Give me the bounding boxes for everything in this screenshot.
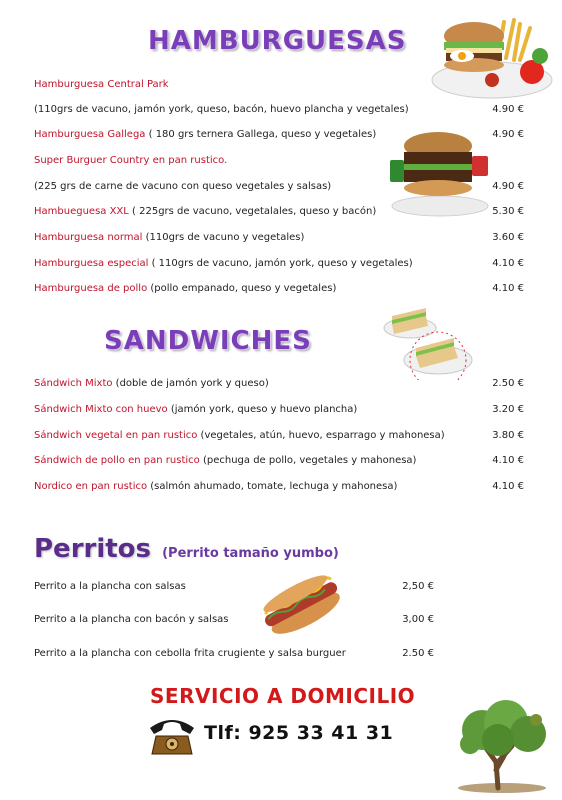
- item-price: 4.90 €: [492, 104, 524, 115]
- menu-item: [34, 78, 524, 91]
- item-price: 2,50 €: [402, 581, 434, 592]
- item-price: 4.10 €: [492, 455, 524, 466]
- item-price: 3,00 €: [402, 614, 434, 625]
- menu-item: [34, 282, 524, 295]
- item-desc: (pollo empanado, queso y vegetales): [147, 283, 337, 294]
- item-name: Hamburguesa especial: [34, 258, 149, 269]
- phone-number: Tlf: 925 33 41 31: [204, 722, 394, 744]
- hamburguesas-title: HAMBURGUESAS: [148, 26, 407, 56]
- item-desc: ( 225grs de vacuno, vegetalales, queso y bacón): [128, 206, 377, 217]
- menu-item: [34, 377, 524, 390]
- item-desc: (110grs de vacuno, jamón york, queso, bacón, huevo plancha y vegetales): [34, 104, 409, 115]
- item-price: 3.20 €: [492, 404, 524, 415]
- telephone-icon: [146, 714, 198, 758]
- item-name: Perrito a la plancha con salsas: [34, 581, 186, 592]
- menu-item: [34, 128, 524, 141]
- item-price: 4.10 €: [492, 283, 524, 294]
- item-name: Hambueguesa XXL: [34, 206, 129, 217]
- item-name: Sándwich Mixto con huevo: [34, 404, 168, 415]
- menu-item: [34, 231, 524, 244]
- item-desc: (salmón ahumado, tomate, lechuga y mahonesa): [147, 481, 398, 492]
- menu-item: [34, 257, 524, 270]
- item-name: Sándwich Mixto: [34, 378, 113, 389]
- item-price: 2.50 €: [492, 378, 524, 389]
- item-price: 2.50 €: [402, 648, 434, 659]
- item-name: Hamburguesa Gallega: [34, 129, 146, 140]
- item-name: Sándwich de pollo en pan rustico: [34, 455, 200, 466]
- sandwiches-title: SANDWICHES: [104, 326, 312, 356]
- item-name: Hamburguesa Central Park: [34, 79, 169, 90]
- item-desc: (pechuga de pollo, vegetales y mahonesa): [199, 455, 417, 466]
- menu-item: [34, 647, 434, 660]
- servicio-domicilio: SERVICIO A DOMICILIO: [150, 684, 416, 708]
- item-desc: (110grs de vacuno y vegetales): [142, 232, 305, 243]
- item-price: 3.80 €: [492, 430, 524, 441]
- perritos-title: Perritos: [34, 534, 152, 564]
- menu-item: [34, 403, 524, 416]
- perritos-subtitle: (Perrito tamaño yumbo): [162, 546, 339, 561]
- menu-item: [34, 580, 434, 593]
- menu-item: [34, 180, 524, 193]
- item-desc: (vegetales, atún, huevo, esparrago y mahonesa): [197, 430, 445, 441]
- menu-item: [34, 154, 524, 167]
- menu-item: [34, 429, 524, 442]
- hotdog-icon: [260, 566, 344, 644]
- sandwich-icon: [382, 302, 474, 380]
- menu-item: [34, 454, 524, 467]
- item-name: Perrito a la plancha con cebolla frita crugiente y salsa burguer: [34, 648, 346, 659]
- item-desc: (jamón york, queso y huevo plancha): [167, 404, 358, 415]
- item-price: 4.10 €: [492, 481, 524, 492]
- item-name: Hamburguesa de pollo: [34, 283, 148, 294]
- item-name: Hamburguesa normal: [34, 232, 143, 243]
- perritos-heading: [34, 534, 339, 564]
- menu-item: [34, 613, 434, 626]
- item-price: 4.90 €: [492, 129, 524, 140]
- item-name: Perrito a la plancha con bacón y salsas: [34, 614, 229, 625]
- menu-item: [34, 205, 524, 218]
- item-desc: (doble de jamón york y queso): [112, 378, 269, 389]
- menu-item: [34, 103, 524, 116]
- item-desc: (225 grs de carne de vacuno con queso vegetales y salsas): [34, 181, 332, 192]
- item-desc: ( 180 grs ternera Gallega, queso y vegetales): [145, 129, 377, 140]
- item-price: 4.90 €: [492, 181, 524, 192]
- item-price: 3.60 €: [492, 232, 524, 243]
- menu-item: [34, 480, 524, 493]
- item-price: 5.30 €: [492, 206, 524, 217]
- tree-icon: [452, 700, 552, 794]
- item-name: Super Burguer Country en pan rustico.: [34, 155, 228, 166]
- item-name: Sándwich vegetal en pan rustico: [34, 430, 198, 441]
- item-name: Nordico en pan rustico: [34, 481, 148, 492]
- item-desc: ( 110grs de vacuno, jamón york, queso y vegetales): [148, 258, 413, 269]
- item-price: 4.10 €: [492, 258, 524, 269]
